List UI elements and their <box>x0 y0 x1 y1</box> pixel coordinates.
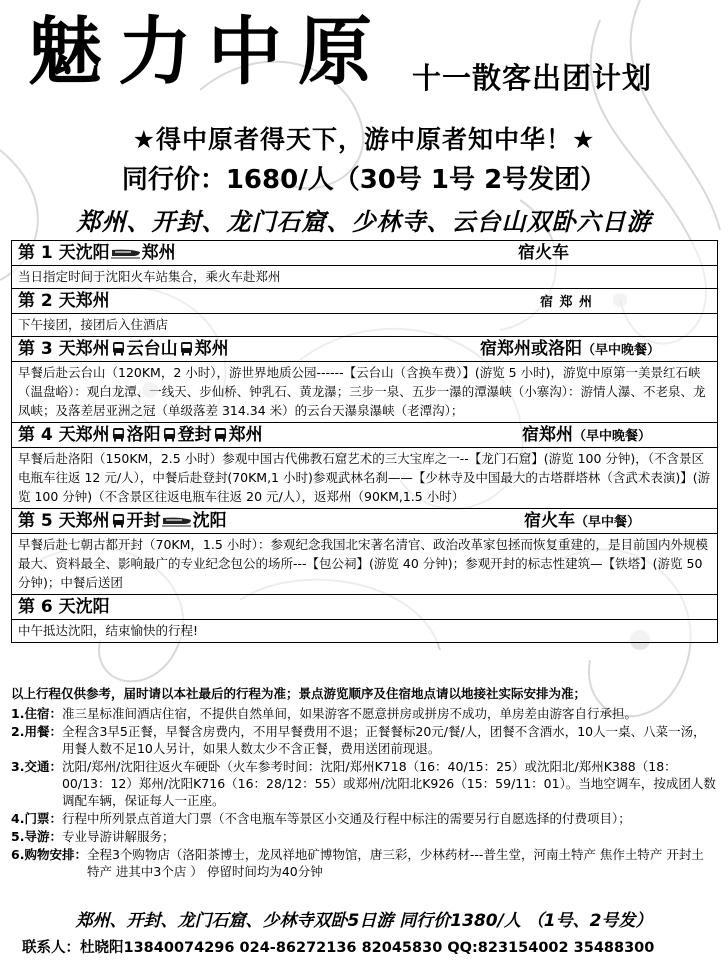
day-description: 当日指定时间于沈阳火车站集合，乘火车赴郑州 <box>12 266 717 289</box>
day-number: 第 5 天 <box>18 511 76 531</box>
lodging-text: 宿郑州或洛阳 <box>480 339 582 359</box>
day-stop: 登封 <box>177 425 212 445</box>
info-text: 准三星标准间酒店住宿，不提供自然单间，如果游客不愿意拼房或拼房不成功，单房差由游客自行承担。 <box>61 706 637 721</box>
info-text: 沈阳/郑州/沈阳往返火车硬卧（火车参考时间：沈阳/郑州K718（16：40/15：25）或沈阳北/郑州K388（18：00/13：12）郑州/沈阳K716（16：28/12：55）或郑州/沈阳北K926（15：59/11：01）。当地空调车，按成团人数调配车辆，保证每人一正座。 <box>61 759 716 808</box>
day-description: 早餐后赴洛阳（150KM，2.5 小时）参观中国古代佛教石窟艺术的三大宝库之一--【龙门石窟】(游览 100 分钟)，（不含景区电瓶车往返 12 元/人），中餐后赴登封(70KM,1 小时)参观武林名刹——【少林寺及中国最大的古塔群塔林（含武术表演)】(游览 100 分钟)（不含景区往返电瓶车往返 20 元/人），返郑州（90KM,1.5 小时） <box>12 448 717 509</box>
info-text: 专业导游讲解服务； <box>61 829 175 844</box>
day-stop: 沈阳 <box>75 597 110 617</box>
day-number: 第 1 天 <box>18 243 76 263</box>
day-stop: 郑州 <box>194 339 229 359</box>
day-header <box>12 595 717 620</box>
day-header <box>12 509 717 534</box>
day-header <box>12 337 717 362</box>
meal-note: （早中晚餐） <box>582 343 661 358</box>
lodging-text: 宿火车 <box>518 243 569 263</box>
day-title <box>18 509 227 533</box>
day-stop: 洛阳 <box>126 425 161 445</box>
info-label: 4.门票： <box>11 811 62 826</box>
info-row <box>11 846 716 880</box>
day-number: 第 4 天 <box>18 425 76 445</box>
train-icon <box>111 247 141 259</box>
service-info <box>11 705 716 881</box>
lodging-text: 宿郑州 <box>522 425 573 445</box>
day-number: 第 6 天 <box>18 597 76 617</box>
day-stop: 沈阳 <box>192 511 227 531</box>
day-description: 早餐后赴云台山（120KM，2 小时），游世界地质公园------【云台山（含换车费）】(游览 5 小时)，游览中原第一美景红石峡（温盘峪）：观白龙潭、一线天、步仙桥、钟乳石、黄龙瀑；三步一泉、五步一瀑的潭瀑峡（小寨沟）：游情人瀑、不老泉、龙凤峡；及落差居亚洲之冠（单级落差 314.34 米）的云台天瀑泉瀑峡（老潭沟）； <box>12 362 717 423</box>
day-title <box>18 241 176 265</box>
day-stop: 云台山 <box>126 339 178 359</box>
slogan: ★得中原者得天下，游中原者知中华！★ <box>132 125 596 154</box>
info-label: 6.购物安排： <box>11 847 87 862</box>
train-icon <box>162 515 192 527</box>
info-row <box>11 705 716 722</box>
day-title <box>18 337 229 361</box>
day-title <box>18 595 110 619</box>
day-stop: 郑州 <box>228 425 263 445</box>
info-text: 全程含3早5正餐，早餐含房费内，不用早餐费用不退；正餐餐标20元/餐/人，团餐不含酒水，10人一桌、八菜一汤，用餐人数不足10人另计，如果人数太少不含正餐，费用送团前现退。 <box>61 724 706 756</box>
peer-price: 同行价：1680/人（30号 1号 2号发团） <box>121 165 607 195</box>
meal-note: （早中晚餐） <box>573 429 652 444</box>
bus-icon <box>180 341 193 356</box>
brand-title: 魅力中原 <box>28 9 388 95</box>
day-stop: 郑州 <box>75 291 110 311</box>
lodging-note <box>518 241 569 265</box>
day-stop: 郑州 <box>75 339 110 359</box>
info-row <box>11 723 716 757</box>
day-number: 第 2 天 <box>18 291 76 311</box>
day-stop: 郑州 <box>75 425 110 445</box>
day-description: 中午抵达沈阳，结束愉快的行程! <box>12 620 717 642</box>
footer-route-offer: 郑州、开封、龙门石窟、少林寺双卧5日游 同行价1380/人 （1号、2号发） <box>75 911 653 931</box>
contact-line: 联系人：杜晓阳13840074296 024-86272136 82045830 QQ:823154002 35488300 <box>22 940 655 956</box>
lodging-note <box>540 289 593 315</box>
day-stop: 郑州 <box>75 511 110 531</box>
day-title <box>18 423 263 447</box>
plan-subtitle: 十一散客出团计划 <box>412 61 653 95</box>
info-row <box>11 810 716 827</box>
info-row <box>11 758 716 809</box>
lodging-note <box>524 509 640 535</box>
lodging-text: 宿 郑 州 <box>540 295 594 310</box>
day-stop: 沈阳 <box>75 243 110 263</box>
lodging-note <box>522 423 651 449</box>
day-number: 第 3 天 <box>18 339 76 359</box>
info-text: 行程中所列景点首道大门票（不含电瓶车等景区小交通及行程中标注的需要另行自愿选择的付费项目）； <box>61 811 631 826</box>
itinerary-notice: 以上行程仅供参考，届时请以本社最后的行程为准；景点游览顺序及住宿地点请以地接社实际安排为准； <box>11 686 587 701</box>
day-description: 早餐后赴七朝古都开封（70KM，1.5 小时）：参观纪念我国北宋著名清官、政治改革家包拯而恢复重建的，是目前国内外规模最大、资料最全、影响最广的专业纪念包公的场所---【包公祠】(游览 40 分钟)；参观开封的标志性建筑—【铁塔】(游览 50 分钟)；中餐后送团 <box>12 534 717 595</box>
bus-icon <box>163 427 176 442</box>
bus-icon <box>214 427 227 442</box>
lodging-note <box>480 337 660 363</box>
day-header <box>12 289 717 314</box>
info-label: 2.用餐： <box>11 724 62 739</box>
day-stop: 郑州 <box>141 243 176 263</box>
day-header <box>12 241 717 266</box>
day-description: 下午接团，接团后入住酒店 <box>12 314 717 337</box>
bus-icon <box>112 341 125 356</box>
itinerary-table <box>11 240 718 643</box>
bus-icon <box>112 427 125 442</box>
info-label: 3.交通： <box>11 759 62 774</box>
info-text: 全程3个购物店（洛阳茶博士，龙凤祥地矿博物馆，唐三彩，少林药材---普生堂，河南土特产 焦作土特产 开封土特产 进其中3个店 ） 停留时间均为40分钟 <box>86 847 704 879</box>
info-row <box>11 828 716 845</box>
bus-icon <box>112 513 125 528</box>
info-label: 5.导游： <box>11 829 62 844</box>
day-stop: 开封 <box>126 511 161 531</box>
meal-note: （早中餐） <box>575 515 641 530</box>
route-title: 郑州、开封、龙门石窟、少林寺、云台山双卧六日游 <box>76 208 652 236</box>
day-header <box>12 423 717 448</box>
day-title <box>18 289 110 313</box>
info-label: 1.住宿： <box>11 706 62 721</box>
lodging-text: 宿火车 <box>524 511 575 531</box>
